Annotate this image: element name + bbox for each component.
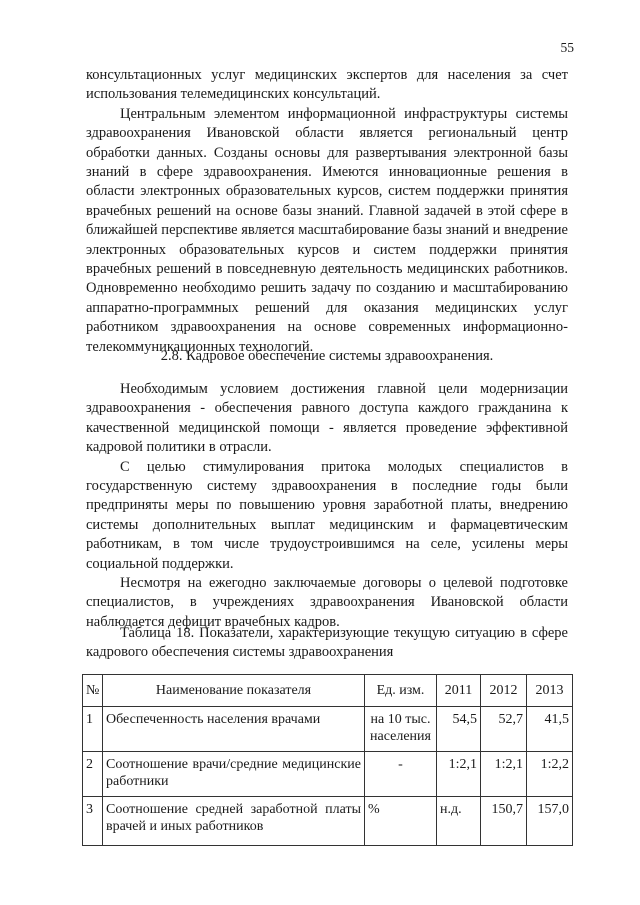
- header-indicator-name: Наименование показателя: [103, 675, 365, 707]
- table-caption: Таблица 18. Показатели, характеризующие текущую ситуацию в сфере кадрового обеспечения системы здравоохранения: [86, 625, 568, 661]
- table-caption-block: [86, 624, 568, 663]
- value-2013: 157,0: [527, 797, 573, 846]
- table-row: [83, 797, 573, 846]
- body-text-top: [86, 66, 568, 357]
- paragraph: С целью стимулирования притока молодых специалистов в государственную систему здравоохранения в последние годы были предприняты меры по повышению уровня заработной платы, внедрению системы дополнительных выплат медицинским и фармацевтическим работникам, в том числе трудоустроившимся на селе, усилены меры социальной поддержки.: [86, 458, 568, 572]
- table-row: [83, 752, 573, 797]
- indicator-name: Соотношение врачи/средние медицинские работники: [103, 752, 365, 797]
- header-2013: 2013: [527, 675, 573, 707]
- table-row: [83, 707, 573, 752]
- paragraph: Необходимым условием достижения главной цели модернизации здравоохранения - обеспечения равного доступа каждого гражданина к качественной медицинской помощи - является проведение эффективной кадровой политики в отрасли.: [86, 381, 568, 456]
- header-number: №: [83, 675, 103, 707]
- paragraph: Несмотря на ежегодно заключаемые договоры о целевой подготовке специалистов, в учреждениях здравоохранения Ивановской области наблюдается дефицит врачебных кадров.: [86, 575, 568, 630]
- row-number: 2: [83, 752, 103, 797]
- indicator-name: Обеспеченность населения врачами: [103, 707, 365, 752]
- value-2012: 150,7: [481, 797, 527, 846]
- value-2011: 54,5: [437, 707, 481, 752]
- unit: %: [365, 797, 437, 846]
- unit: на 10 тыс. населения: [365, 707, 437, 752]
- indicator-name: Соотношение средней заработной платы врачей и иных работников: [103, 797, 365, 846]
- header-2011: 2011: [437, 675, 481, 707]
- header-unit: Ед. изм.: [365, 675, 437, 707]
- unit: -: [365, 752, 437, 797]
- row-number: 1: [83, 707, 103, 752]
- paragraph: Центральным элементом информационной инфраструктуры системы здравоохранения Ивановской области является региональный центр обработки данных. Созданы основы для развертывания электронной базы знаний в сфере здравоохранения. Имеются инновационные решения в области электронных образовательных курсов, систем поддержки принятия врачебных решений на основе базы знаний. Главной задачей в этой сфере в ближайшей перспективе является масштабирование базы знаний и внедрение электронных образовательных курсов и систем поддержки принятия врачебных решений в повседневную деятельность медицинских работников. Одновременно необходимо решить задачу по созданию и масштабированию аппаратно-программных решений для оказания медицинских услуг работником здравоохранения на основе современных информационно-телекоммуникационных технологий.: [86, 105, 568, 355]
- value-2012: 52,7: [481, 707, 527, 752]
- value-2011: 1:2,1: [437, 752, 481, 797]
- staffing-indicators-table: [82, 674, 573, 846]
- paragraph: консультационных услуг медицинских экспертов для населения за счет использования телемедицинских консультаций.: [86, 67, 568, 103]
- page-number: 55: [560, 40, 574, 55]
- value-2011: н.д.: [437, 797, 481, 846]
- table-header-row: [83, 675, 573, 707]
- row-number: 3: [83, 797, 103, 846]
- value-2012: 1:2,1: [481, 752, 527, 797]
- value-2013: 41,5: [527, 707, 573, 752]
- header-2012: 2012: [481, 675, 527, 707]
- value-2013: 1:2,2: [527, 752, 573, 797]
- body-text-bottom: [86, 380, 568, 632]
- section-heading: 2.8. Кадровое обеспечение системы здравоохранения.: [160, 348, 494, 364]
